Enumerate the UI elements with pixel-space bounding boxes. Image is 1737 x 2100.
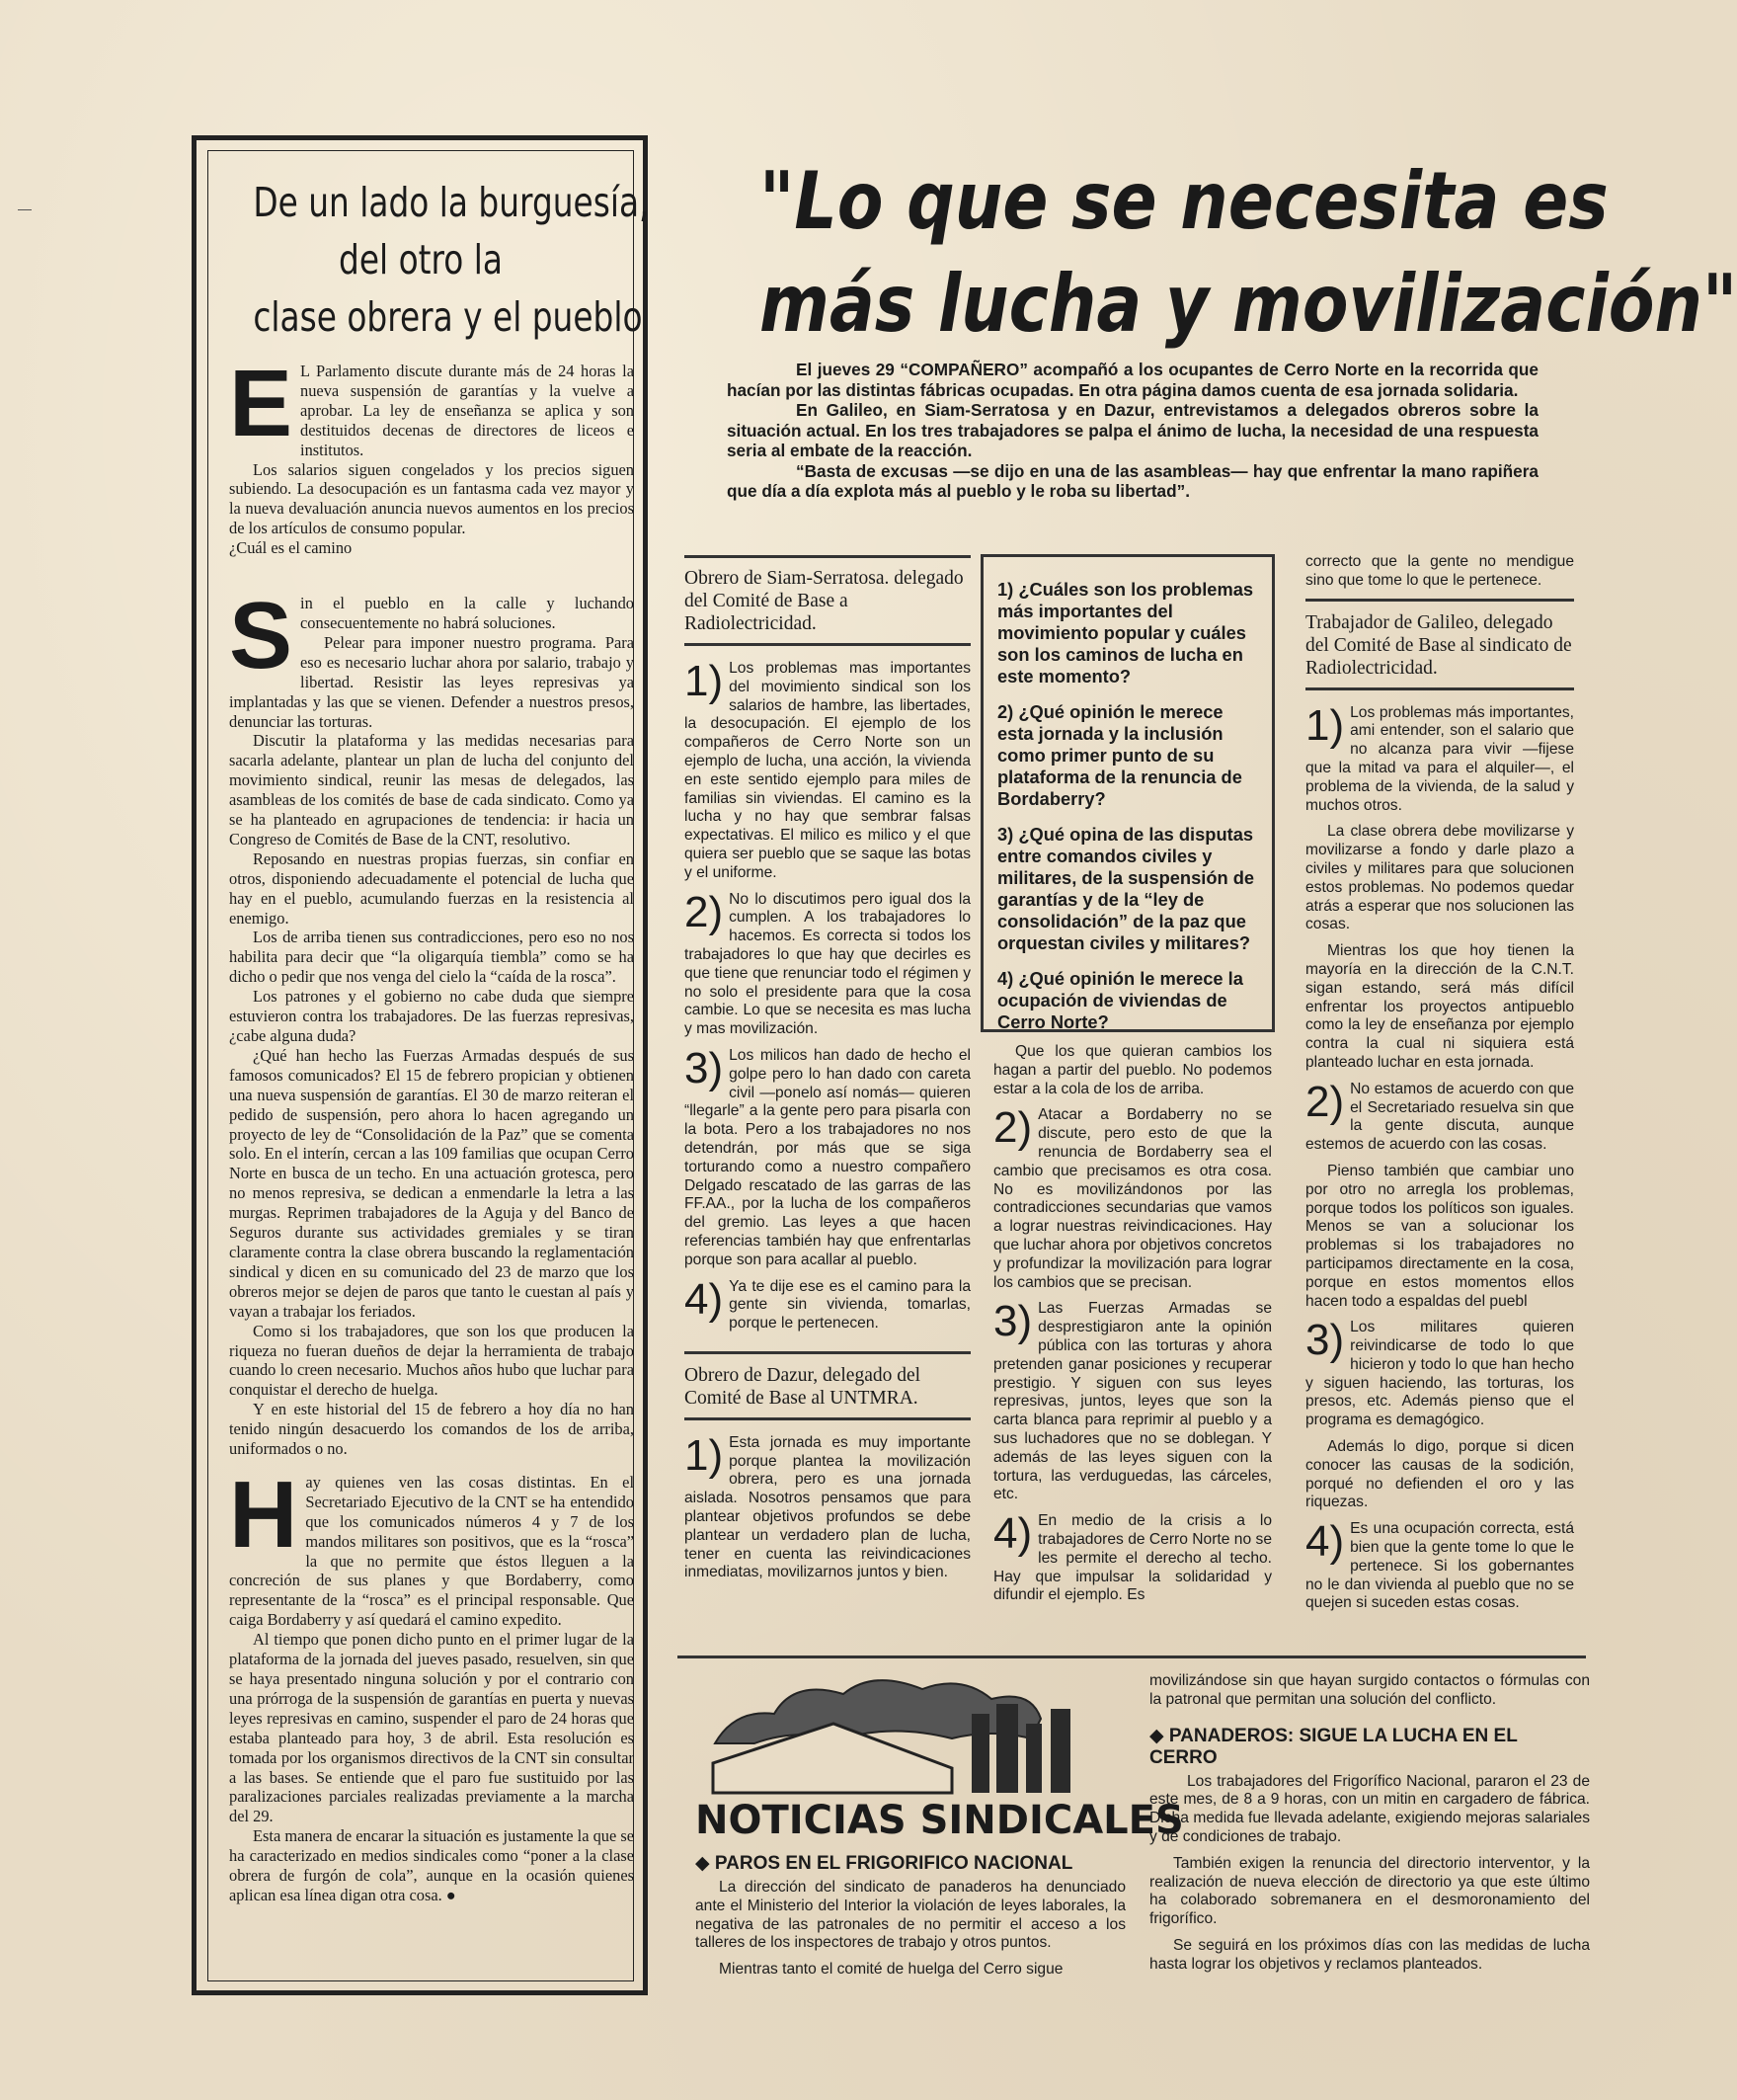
left-title-line-1: De un lado la burguesía, (253, 179, 650, 226)
siam-title: Obrero de Siam-Serratosa. delegado del Comité de Base a Radiolectricidad. (684, 568, 964, 634)
paragraph: Esta manera de encarar la situación es justamente la que se ha caracterizado en medios sindicales como “poner a la clase obrera de furgón de cola”, aunque en la ocasión quienes aplican esa línea digan otra cosa. ● (229, 1826, 634, 1904)
answer-number: 2) (1305, 1077, 1345, 1126)
fold-mark (18, 209, 32, 210)
headline-line-1: "Lo que se necesita es (759, 155, 1609, 247)
lead-paragraph (727, 360, 1539, 502)
panaderos-title: ◆ PANADEROS: SIGUE LA LUCHA EN EL CERRO (1149, 1725, 1518, 1768)
paragraph: Mientras los que hoy tienen la mayoría en la dirección de la C.N.T. sigan estando, será más difícil enfrentar los proyectos antipueblo como la ley de enseñanza por ejemplo contra la cual ni siquiera está planteado luchar en esta jornada. (1305, 942, 1574, 1071)
lead-p3: “Basta de excusas —se dijo en una de las asambleas— hay que enfrentar la mano rapiñera que día a día explota más al pueblo y le roba su libertad”. (727, 460, 1539, 501)
answer-number: 3) (1305, 1316, 1345, 1365)
panaderos-news (1149, 1672, 1590, 1982)
paros-news (695, 1853, 1126, 1987)
paragraph: Discutir la plataforma y las medidas necesarias para sacarla adelante, plantear un plan de lucha del conjunto del movimiento sindical, reunir las mesas de delegados, las asambleas de los comités de base de cada sindicato. Como ya se ha planteado en agrupaciones de tendencia: ir hacia un Congreso de Comités de Base de la CNT, resolutivo. (229, 731, 634, 848)
paragraph: in el pueblo en la calle y luchando consecuentemente no habrá soluciones. (300, 594, 634, 632)
galileo-answer-4: 4) Es una ocupación correcta, está bien que la gente tome lo que le pertenece. Si los gobernantes no le dan vivienda al pueblo que no se quejen si suceden estas cosas. (1305, 1517, 1574, 1612)
divider (1305, 687, 1574, 690)
galileo-answer-1: 1) Los problemas más importantes, ami entender, son el salario que no alcanza para vivir —fijese que la mitad va para el alquiler—, el problema de la vivienda, de la salud y muchos otros. (1305, 700, 1574, 814)
paragraph: Los de arriba tienen sus contradicciones, pero eso no nos habilita para decir que “la oligarquía tiembla” como se ha dicho o pedir que nos venga del cielo la “caída de la rosca”. (229, 928, 634, 987)
paragraph: Como si los trabajadores, que son los que producen la riqueza no fueran dueños de dejar la herramienta de trabajo cuando lo creen necesario. Muchos años hubo que luchar para conquistar el derecho de huelga. (229, 1321, 634, 1400)
answer-number: 2) (993, 1103, 1033, 1153)
paragraph: La clase obrera debe movilizarse y movilizarse a fondo y darle plazo a civiles y militares para que solucionen estos problemas. No podemos quedar atrás a esperar que nos solucionen las cosas. (1305, 823, 1574, 933)
paragraph: L Parlamento discute durante más de 24 horas la nueva suspensión de garantías y la vuelve a aprobar. La ley de enseñanza se aplica y son destituidos decenas de directores de liceos e institutos. (300, 362, 634, 459)
paros-title: ◆ PAROS EN EL FRIGORIFICO NACIONAL (695, 1853, 1073, 1874)
dropcap-e: E (229, 351, 293, 456)
answer-number: 1) (684, 1430, 724, 1480)
left-article-body (229, 351, 634, 1905)
lead-p2: En Galileo, en Siam-Serratosa y en Dazur, entrevistamos a delegados obreros sobre la situación actual. En los tres trabajadores se palpa el ánimo de lucha, la necesidad de una respuesta seria al embate de la reacción. (727, 400, 1539, 460)
paragraph: ay quienes ven las cosas distintas. En el Secretariado Ejecutivo de la CNT se ha entendido que los comunicados números 4 y 7 de los mandos militares son positivos, que es la “rosca” la que no permite que éstos lleguen a la concreción de sus planes y que Bordaberry, como representante de la “rosca” es el principal responsable. Que caiga Bordaberry y así quedará el camino expedito. (229, 1472, 634, 1630)
paragraph: Pienso también que cambiar uno por otro no arregla los problemas, porque todos los políticos son iguales. Menos se van a solucionar los problemas si los trabajadores no participamos directamente en la cosa, porque en estos momentos ellos hacen todo a espaldas del puebl (1305, 1162, 1574, 1310)
answer-number: 3) (993, 1297, 1033, 1346)
paragraph: Y en este historial del 15 de febrero a hoy día no han tenido ningún desacuerdo los comandos de los de arriba, uniformados o no. (229, 1400, 634, 1459)
siam-column-rule (684, 555, 971, 558)
divider (1305, 599, 1574, 602)
dropcap-s: S (229, 583, 293, 689)
paragraph: Al tiempo que ponen dicho punto en el primer lugar de la plataforma de la jornada del jueves pasado, resuelven, sin que se haya presentado ninguna solución y por el contrario con una prórroga de la suspensión de garantías en puerta y nuevas leyes represivas en camino, suspender el paro de 24 horas que estaba planteado para hoy, 3 de abril. Esta resolución es tomada por los organismos directivos de la CNT sin consultar a las bases. Se entiende que el paro fue sustituido por las paralizaciones parciales realizadas previamente a la marcha del 29. (229, 1630, 634, 1826)
answer-number: 4) (684, 1274, 724, 1324)
answer-number: 2) (684, 887, 724, 936)
left-title-line-2: del otro la (339, 236, 503, 283)
paros-text: La dirección del sindicato de panaderos ha denunciado ante el Ministerio del Interior la violación de leyes laborales, la negativa de las patronales de no permitir el acceso a los talleres de los inspectores de trabajo y otros puntos. (695, 1879, 1126, 1952)
questions-box (981, 554, 1275, 1032)
dropcap-h: H (229, 1461, 298, 1568)
divider (684, 1417, 971, 1420)
answer-number: 4) (1305, 1517, 1345, 1567)
divider (684, 1351, 971, 1354)
question-2: 2) ¿Qué opinión le merece esta jornada y la inclusión como primer punto de su plataforma de la renuncia de Bordaberry? (997, 701, 1242, 809)
galileo-answer-2: 2) No estamos de acuerdo con que el Secretariado resuelva sin que la gente discuta, aunque estemos de acuerdo con las cosas. (1305, 1077, 1574, 1154)
question-3: 3) ¿Qué opina de las disputas entre comandos civiles y militares, de la suspensión de garantías y de la “ley de consolidación” de la paz que orquestan civiles y militares? (997, 824, 1255, 953)
dazur-answer-1: 1) Esta jornada es muy importante porque plantea la movilización obrera, pero es una jornada aislada. Nosotros pensamos que para plantear objetivos profundos se debe plantear un verdadero plan de lucha, tener en cuenta las reivindicaciones inmediatas, movilizarnos juntos y bien. (684, 1430, 971, 1581)
answer-number: 1) (1305, 700, 1345, 750)
question-4: 4) ¿Qué opinión le merece la ocupación de viviendas de Cerro Norte? (997, 968, 1243, 1032)
middle-answer-4: 4) En medio de la crisis a lo trabajadores de Cerro Norte no se les permite el derecho al techo. Hay que impulsar la solidaridad y difundir el ejemplo. Es (993, 1509, 1272, 1604)
answer-continuation: Que los que quieran cambios los hagan a partir del pueblo. No podemos estar a la cola de los de arriba. (993, 1043, 1272, 1097)
galileo-continuation: correcto que la gente no mendigue sino que tome lo que le pertenece. (1305, 553, 1574, 589)
middle-answer-2: 2) Atacar a Bordaberry no se discute, pero esto de que la renuncia de Bordaberry sea el cambio que precisamos es otra cosa. No es movilizándonos por las contradicciones secundarias que vamos a lograr nuestras reivindicaciones. Hay que luchar ahora por objetivos concretos y profundizar la movilización para lograr los cambios que se precisan. (993, 1103, 1272, 1291)
siam-answer-1: 1) Los problemas mas importantes del movimiento sindical son los salarios de hambre, las libertades, la desocupación. El ejemplo de los compañeros de Cerro Norte son un ejemplo de lucha, una acción, la vivienda en este sentido ejemplo para miles de familias sin viviendas. El camino es la lucha y no hay que sembrar falsas expectativas. El milico es milico y el que quiera ser pueblo que se saque las botas y el uniforme. (684, 657, 971, 881)
answer-number: 4) (993, 1509, 1033, 1559)
paragraph: También exigen la renuncia del directorio interventor, y la realización de nueva elección de directorio ya que este último ha colaborado sobremanera en el desmoronamiento del frigorífico. (1149, 1854, 1590, 1928)
noticias-title: NOTICIAS SINDICALES (695, 1798, 1184, 1843)
paragraph: ¿Cuál es el camino (229, 538, 353, 558)
paragraph: Reposando en nuestras propias fuerzas, sin confiar en otros, disponiendo adecuadamente el potencial de lucha que hay en el pueblo, acumulando fuerzas en la resistencia al enemigo. (229, 848, 634, 928)
paragraph: Los trabajadores del Frigorífico Nacional, pararon el 23 de este mes, de 8 a 9 horas, con un mitin en cargadero de fábrica. Dicha medida fue llevada adelante, exigiendo mejoras salariales y de condiciones de trabajo. (1149, 1772, 1590, 1845)
paragraph: Además lo digo, porque si dicen conocer las causas de la sodición, porqué no defienden el oro y las riquezas. (1305, 1438, 1574, 1511)
lead-p1: El jueves 29 “COMPAÑERO” acompañó a los ocupantes de Cerro Norte en la recorrida que hacían por las distintas fábricas ocupadas. En otra página damos cuenta de esa jornada solidaria. (727, 360, 1539, 400)
answer-number: 1) (684, 657, 724, 705)
middle-answers (993, 1043, 1272, 1613)
left-article-title (253, 174, 650, 346)
siam-interview (684, 567, 971, 1590)
paros-text-2: Mientras tanto el comité de huelga del Cerro sigue (719, 1961, 1064, 1979)
siam-answer-4: 4) Ya te dije ese es el camino para la gente sin vivienda, tomarlas, porque le pertenecen. (684, 1274, 971, 1333)
paragraph: Se seguirá en los próximos días con las medidas de lucha hasta lograr los objetivos y reclamos planteados. (1149, 1936, 1590, 1973)
headline-line-2: más lucha y movilización" (759, 258, 1737, 350)
news-continuation: movilizándose sin que hayan surgido contactos o fórmulas con la patronal que permitan una solución del conflicto. (1149, 1672, 1590, 1708)
paragraph: Los salarios siguen congelados y los precios siguen subiendo. La desocupación es un fantasma cada vez mayor y la nueva devaluación anuncia nuevos aumentos en los precios de los artículos de consumo popular. (229, 459, 634, 538)
left-title-line-3: clase obrera y el pueblo (253, 293, 643, 341)
main-headline (691, 150, 1737, 356)
galileo-interview (1305, 553, 1574, 1621)
question-1: 1) ¿Cuáles son los problemas más importantes del movimiento popular y cuáles son los caminos de lucha en este momento? (997, 579, 1254, 687)
siam-answer-2: 2) No lo discutimos pero igual dos la cumplen. A los trabajadores lo hacemos. Es correcta si todos los trabajadores lo que hay que decirles es que tiene que renunciar todo el régimen y no solo el presidente para que la cosa cambie. Lo que se necesita es mas lucha y mas movilización. (684, 887, 971, 1038)
paragraph: ¿Qué han hecho las Fuerzas Armadas después de sus famosos comunicados? El 15 de febrero propician y obtienen una nueva suspensión de garantías. El 30 de marzo reiteran el pedido de suspensión, pero ahora lo hacen agregando un proyecto de ley de “Consolidación de la Paz” que se comenta solo. En el interín, cercan a las 109 familias que ocupan Cerro Norte en busca de un techo. En una actuación grotesca, pero no menos represiva, se dedican a enmendarle la letra a las murgas. Reprimen trabajadores de la Aguja y del Banco de Seguros durante sus actividades gremiales y se tiran claramente contra la clase obrera buscando la reglamentación sindical y dicen en su comunicado del 23 de marzo que los obreros mejor se dejen de paros que tanto le cuestan al país y vayan a trabajar los feriados. (229, 1045, 634, 1321)
middle-answer-3: 3) Las Fuerzas Armadas se desprestigiaron ante la opinión pública con las torturas y ahora pretenden ganar posiciones y recuperar prestigio. Y siguen con sus leyes represivas, juntos, leyes que son la carta blanca para reprimir al pueblo y a sus luchadores que no se doblegan. Y además de las leyes siguen con la tortura, las verduguedas, las cárceles, etc. (993, 1297, 1272, 1503)
paragraph: Los patrones y el gobierno no cabe duda que siempre estuvieron contra los trabajadores. De las fuerzas represivas, ¿cabe alguna duda? (229, 987, 634, 1045)
siam-answer-3: 3) Los milicos han dado de hecho el golpe pero lo han dado con careta civil —ponelo así nomás— quieren “llegarle” a la gente pero para pisarla con la bota. Pero a los trabajadores no nos detendrán, por más que se siga torturando como a nuestro compañero Delgado rescatado de las garras de las FF.AA., por la lucha de los compañeros del gremio. Las leyes a que hacen referencias también hay que enfrentarlas porque son para acallar al pueblo. (684, 1043, 971, 1268)
divider (684, 643, 971, 646)
answer-number: 3) (684, 1043, 724, 1092)
noticias-top-rule (677, 1656, 1586, 1658)
galileo-title: Trabajador de Galileo, delegado del Comité de Base al sindicato de Radiolectricidad. (1305, 611, 1572, 679)
galileo-answer-3: 3) Los militares quieren reivindicarse de todo lo que hicieron y todo lo que han hecho y siguen haciendo, las torturas, los presos, etc. Además pienso que el programa es demagógico. (1305, 1316, 1574, 1429)
factory-illustration (695, 1669, 1130, 1798)
paragraph: Pelear para imponer nuestro programa. Para eso es necesario luchar ahora por salario, trabajo y libertad. Resistir las leyes represivas ya implantadas y las que se vienen. Defender a nuestros presos, denunciar las torturas. (229, 632, 634, 731)
dazur-title: Obrero de Dazur, delegado del Comité de Base al UNTMRA. (684, 1364, 921, 1409)
